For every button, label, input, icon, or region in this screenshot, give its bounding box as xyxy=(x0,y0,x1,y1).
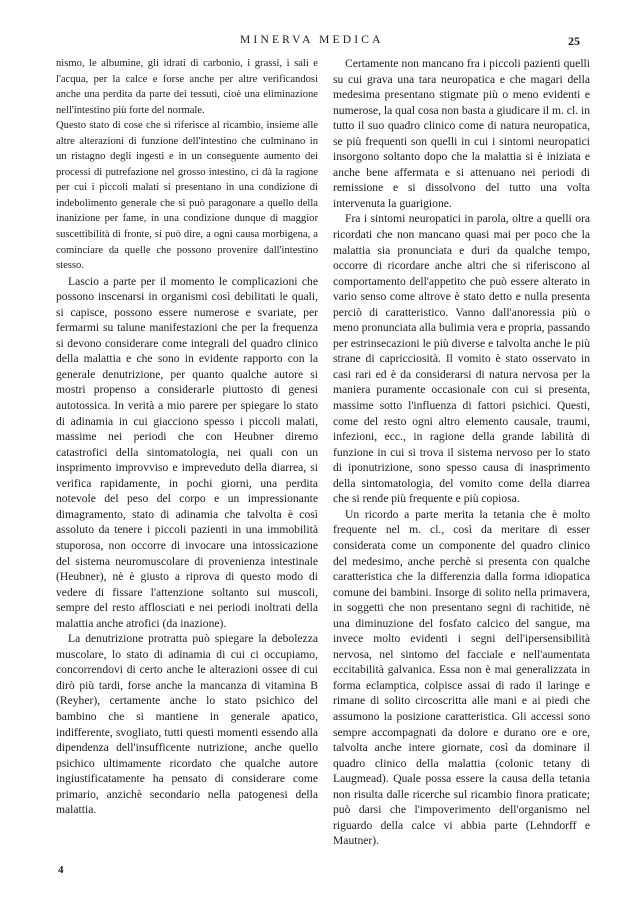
paragraph-l2: Questo stato di cose che si riferisce al ricambio, insieme alle altre alterazioni di funzione dell'intestino che culminano in un ristagno degli ingesti e in un conseguente aumento dei processi di putrefazione nel grosso intestino, ci dà la ragione per cui i piccoli malati si presentano in una condizione di indebolimento generale che si può paragonare a quello della inanizione per fame, in una condizione dunque di maggior suscettibilità di fronte, si può dire, a ogni causa morbigena, a cominciare da quelle che possono provenire dall'intestino stesso. xyxy=(56,120,318,272)
right-column xyxy=(333,56,590,849)
page-number-top: 25 xyxy=(568,34,580,48)
paragraph-r2: Fra i sintomi neuropatici in parola, oltre a quelli ora ricordati che non mancano quasi mai per poco che la malattia sia pronunciata e duri da qualche tempo, occorre di ricordare anche altri che si riferiscono al comportamento dell'appetito che può essere alterato in vario senso come altrove è stato detto e nulla presenta perciò di caratteristico. Vanno dall'anoressia più o meno pronunciata alla bulimia vera e propria, passando per estrinsecazioni le più diverse e talvolta anche le più strane di capricciosità. Il vomito è stato osservato in casi rari ed è da considerarsi di natura nervosa per la maniera puramente occasionale con cui si presenta, massime sotto l'influenza di fattori psichici. Questi, come del resto ogni altro elemento causale, traumi, infezioni, ecc., in ragione della grande labilità di funzione in cui si trova il sistema nervoso per lo stato di iponutrizione, sono spesso causa di inasprimento della sintomatologia, del vomito come della diarrea che si rende più frequente e più copiosa. xyxy=(333,212,590,506)
left-column xyxy=(56,56,318,818)
journal-title: MINERVA MEDICA xyxy=(240,34,384,46)
paragraph-l4: La denutrizione protratta può spiegare la debolezza muscolare, lo stato di adinamia di cui ci occupiamo, concorrendovi di certo anche le alterazioni ossee di cui dirò più tardi, forse anche la mancanza di vitamina B (Reyher), certamente anche lo stato psichico del bambino che si mantiene in generale apatico, indifferente, svogliato, tutti questi momenti essendo alla dipendenza dell'insufficente nutrizione, anche quello psichico ultimamente ricordato che qualche autore ingiustificatamente ha pensato di considerare come primario, anzichè secondario nella patogenesi della malattia. xyxy=(56,632,318,817)
running-header xyxy=(0,34,638,54)
page-number-bottom: 4 xyxy=(58,864,64,876)
paragraph-r3: Un ricordo a parte merita la tetania che è molto frequente nel m. cl., così da meritare di esser considerata come un componente del quadro clinico del medesimo, anche perchè si presenta con qualche caratteristica che la differenzia dalla forma idiopatica comune dei bambini. Insorge di solito nella primavera, in soggetti che non presentano segni di rachitide, nè una diminuzione del fosfato calcico del sangue, ma invece molto evidenti i segni dell'ipersensibilità nervosa, nel sintomo del facciale e nell'aumentata eccitabilità galvanica. Essa non è mai generalizzata in forma eclamptica, colpisce assai di rado il laringe e rimane di solito circoscritta alle mani e ai piedi che assumono la posizione caratteristica. Gli accessi sono sempre accompagnati da dolore e durano ore e ore, talvolta anche intere giornate, così da dominare il quadro clinico della malattia (colonic tetany di Laugmead). Quale possa essere la causa della tetania non risulta dalle ricerche sul ricambio finora praticate; può darsi che l'impoverimento dell'organismo nel riguardo della calce vi abbia parte (Lehndorff e Mautner). xyxy=(333,507,590,848)
paragraph-l3: Lascio a parte per il momento le complicazioni che possono inscenarsi in organismi così debilitati le quali, si capisce, possono essere numerose e svariate, per fermarmi su talune manifestazioni che per la frequenza si devono considerare come integrali del quadro clinico della malattia e che sono in evidente rapporto con la generale denutrizione, per quanto qualche autore si mostri propenso a considerarle piuttosto di genesi autotossica. In verità a mio parere per spiegare lo stato di adinamia in cui giacciono spesso i piccoli malati, massime nei periodi che con Heubner diremo catastrofici della sintomatologia, nei quali con un insprimento improvviso e impreveduto della diarrea, si verifica rapidamente, in pochi giorni, una perdita notevole del peso del corpo e un impressionante dimagramento, stato di adinamia che talvolta è così assoluto da tenere i piccoli pazienti in una immobilità stuporosa, non occorre di invocare una intossicazione del sistema neuromuscolare di provenienza intestinale (Heubner), nè è giusto a riprova di questo modo di vedere di fissare l'attenzione soltanto sui muscoli, sempre del resto afflosciati e nei periodi inoltrati della malattia anche atrofici (da inazione). xyxy=(56,274,318,630)
paragraph-l1: nismo, le albumine, gli idrati di carbonio, i grassi, i sali e l'acqua, per la calce e forse anche per altre verificandosi anche una perdita da parte dei tessuti, cioè una eliminazione nell'intestino più forte del normale. xyxy=(56,58,318,116)
paragraph-r1: Certamente non mancano fra i piccoli pazienti quelli su cui grava una tara neuropatica e che magari della medesima presentano stigmate più o meno evidenti e numerose, la qual cosa non basta a giudicare il m. cl. in tutto il suo quadro clinico come di natura neuropatica, se più frequenti son quelli in cui i sintomi neuropatici insorgono soltanto dopo che la malattia si è iniziata e anche bene affermata e si attenuano nei periodi di remissione e si dissolvono del tutto una volta intervenuta la guarigione. xyxy=(333,57,590,210)
